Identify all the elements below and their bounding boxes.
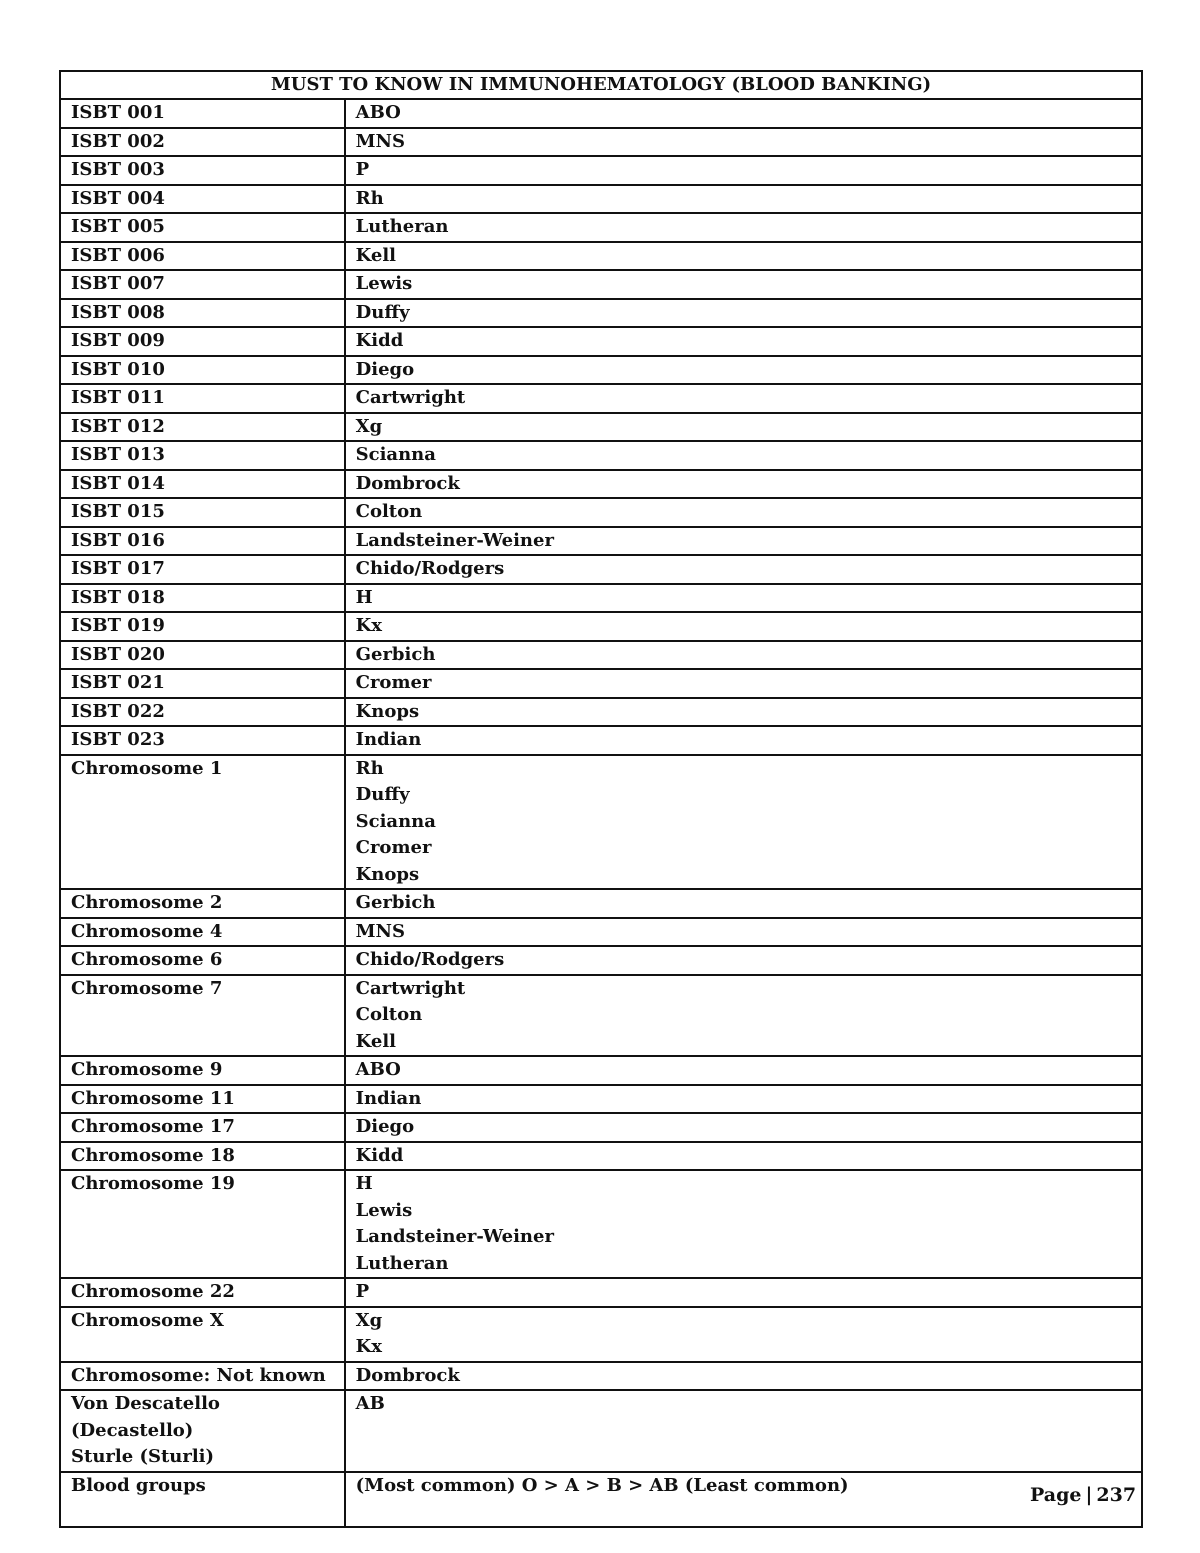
row-value-cell — [345, 726, 1142, 755]
row-value: Scianna — [355, 810, 436, 832]
table-row — [60, 946, 1142, 975]
table-row — [60, 1278, 1142, 1307]
row-value-cell — [345, 584, 1142, 613]
row-value-cell — [345, 555, 1142, 584]
row-label-cell — [60, 641, 345, 670]
row-label: ISBT 010 — [71, 358, 165, 380]
row-label: Chromosome 7 — [71, 977, 223, 999]
row-label-cell — [60, 726, 345, 755]
table-row — [60, 242, 1142, 271]
row-label-cell — [60, 299, 345, 328]
row-value-cell — [345, 384, 1142, 413]
row-label: ISBT 005 — [71, 216, 165, 237]
table-title: MUST TO KNOW IN IMMUNOHEMATOLOGY (BLOOD BANKING) — [60, 71, 1142, 99]
row-value-cell — [345, 755, 1142, 890]
row-label-cell — [60, 1142, 345, 1171]
table-row — [60, 1085, 1142, 1114]
row-label-cell — [60, 975, 345, 1057]
row-label: ISBT 003 — [71, 159, 165, 180]
row-value: Lewis — [355, 273, 413, 294]
table-row — [60, 726, 1142, 755]
row-value: Rh — [355, 757, 384, 779]
page-footer — [1030, 1484, 1136, 1506]
row-value-cell — [345, 698, 1142, 727]
row-label-cell — [60, 270, 345, 299]
row-label-cell — [60, 470, 345, 499]
row-value: (Most common) O > A > B > AB (Least common) — [355, 1474, 849, 1496]
row-label: ISBT 015 — [71, 501, 165, 522]
row-label: Chromosome 17 — [71, 1116, 235, 1137]
table-row — [60, 270, 1142, 299]
row-value: Cromer — [355, 672, 432, 693]
table-row — [60, 1472, 1142, 1527]
row-label: Chromosome: Not known — [71, 1364, 326, 1386]
table-row — [60, 1056, 1142, 1085]
row-value-cell — [345, 498, 1142, 527]
table-row — [60, 99, 1142, 128]
table-row — [60, 612, 1142, 641]
table-row — [60, 641, 1142, 670]
row-value: Indian — [355, 729, 422, 750]
row-label-cell — [60, 918, 345, 947]
blank-line — [356, 1499, 1141, 1526]
table-row — [60, 299, 1142, 328]
row-value: Kidd — [355, 330, 404, 351]
row-label-cell — [60, 889, 345, 918]
row-value-cell — [345, 185, 1142, 214]
row-label-cell — [60, 1472, 345, 1527]
row-value-cell — [345, 1170, 1142, 1278]
table-row — [60, 441, 1142, 470]
row-label-cell — [60, 1390, 345, 1472]
row-value-cell — [345, 413, 1142, 442]
row-label-cell — [60, 498, 345, 527]
row-label: ISBT 002 — [71, 130, 165, 152]
row-value-cell — [345, 975, 1142, 1057]
table-title-row — [60, 71, 1142, 99]
row-label: ISBT 016 — [71, 529, 165, 551]
row-value-cell — [345, 99, 1142, 128]
row-label: Blood groups — [71, 1474, 206, 1496]
table-row — [60, 555, 1142, 584]
row-value: Knops — [355, 863, 420, 885]
row-label: Chromosome 19 — [71, 1173, 235, 1194]
row-value: H — [355, 1173, 373, 1194]
row-label-cell — [60, 527, 345, 556]
table-row — [60, 498, 1142, 527]
row-label: ISBT 008 — [71, 301, 165, 323]
row-value: Xg — [355, 1309, 383, 1331]
row-label: Chromosome 1 — [71, 757, 223, 779]
row-value: Colton — [355, 1004, 423, 1025]
row-label: Von Descatello (Decastello) — [71, 1393, 220, 1441]
row-value: Scianna — [355, 444, 436, 465]
table-row — [60, 1362, 1142, 1391]
row-value: Duffy — [355, 301, 410, 323]
row-value: Lutheran — [355, 216, 449, 237]
row-value: Kell — [355, 1030, 397, 1052]
table-row — [60, 698, 1142, 727]
row-value-cell — [345, 128, 1142, 157]
row-value-cell — [345, 1307, 1142, 1362]
row-value: Cartwright — [355, 387, 466, 408]
row-value-cell — [345, 918, 1142, 947]
row-value: Knops — [355, 700, 420, 722]
row-value: Landsteiner-Weiner — [355, 1226, 554, 1247]
row-value: AB — [355, 1393, 385, 1414]
table-row — [60, 1142, 1142, 1171]
row-value: ABO — [355, 102, 401, 123]
table-row — [60, 1170, 1142, 1278]
row-label: ISBT 019 — [71, 615, 165, 636]
row-value: Diego — [355, 1116, 415, 1137]
row-value: Kx — [355, 615, 383, 636]
row-label-cell — [60, 1113, 345, 1142]
row-value-cell — [345, 641, 1142, 670]
row-label-cell — [60, 555, 345, 584]
row-value-cell — [345, 213, 1142, 242]
row-label-cell — [60, 441, 345, 470]
table-row — [60, 527, 1142, 556]
row-value-cell — [345, 1142, 1142, 1171]
table-row — [60, 327, 1142, 356]
row-value: P — [355, 159, 370, 180]
row-label-cell — [60, 213, 345, 242]
row-label: ISBT 018 — [71, 586, 165, 608]
row-label: Chromosome 18 — [71, 1144, 235, 1166]
row-value: Dombrock — [355, 472, 460, 494]
row-label-cell — [60, 185, 345, 214]
row-label: Chromosome 2 — [71, 892, 223, 913]
row-value: Kx — [355, 1336, 383, 1357]
row-label: Chromosome 4 — [71, 920, 223, 942]
row-value: Landsteiner-Weiner — [355, 529, 554, 551]
row-value-cell — [345, 270, 1142, 299]
page-separator: | — [1085, 1484, 1093, 1506]
row-value: Cartwright — [355, 977, 466, 999]
row-value: Indian — [355, 1087, 422, 1109]
row-label: Chromosome 6 — [71, 949, 223, 970]
row-label: ISBT 021 — [71, 672, 165, 693]
row-label: ISBT 001 — [71, 102, 165, 123]
row-label-cell — [60, 698, 345, 727]
table-row — [60, 1307, 1142, 1362]
row-label-cell — [60, 384, 345, 413]
row-label: Chromosome 9 — [71, 1059, 223, 1080]
row-value-cell — [345, 470, 1142, 499]
table-row — [60, 185, 1142, 214]
table-row — [60, 470, 1142, 499]
row-value-cell — [345, 1278, 1142, 1307]
row-value-cell — [345, 1056, 1142, 1085]
page-label: Page — [1030, 1484, 1082, 1506]
row-label-cell — [60, 669, 345, 698]
row-label-cell — [60, 1278, 345, 1307]
row-value: Lewis — [355, 1199, 413, 1221]
row-label: Chromosome 11 — [71, 1087, 235, 1109]
row-label-cell — [60, 1056, 345, 1085]
table-row — [60, 413, 1142, 442]
row-value: Xg — [355, 415, 383, 437]
row-value-cell — [345, 327, 1142, 356]
row-value: H — [355, 586, 373, 608]
table-row — [60, 156, 1142, 185]
row-value-cell — [345, 156, 1142, 185]
row-value: Lutheran — [355, 1252, 449, 1274]
row-label: Sturle (Sturli) — [71, 1446, 215, 1467]
row-label-cell — [60, 327, 345, 356]
row-value: ABO — [355, 1059, 401, 1080]
row-label-cell — [60, 1362, 345, 1391]
row-label: ISBT 020 — [71, 643, 165, 665]
row-value: P — [355, 1281, 370, 1302]
immunohematology-table — [59, 70, 1143, 1528]
row-label: ISBT 004 — [71, 187, 165, 209]
row-label-cell — [60, 413, 345, 442]
row-value: Colton — [355, 501, 423, 522]
row-label: ISBT 007 — [71, 273, 165, 294]
row-label: Chromosome X — [71, 1309, 224, 1331]
row-label: ISBT 011 — [71, 387, 165, 408]
row-value-cell — [345, 1472, 1142, 1527]
table-row — [60, 975, 1142, 1057]
row-value: MNS — [355, 920, 406, 942]
row-value-cell — [345, 356, 1142, 385]
row-value: Gerbich — [355, 643, 436, 665]
row-label-cell — [60, 99, 345, 128]
row-value-cell — [345, 1390, 1142, 1472]
row-value-cell — [345, 299, 1142, 328]
row-label-cell — [60, 242, 345, 271]
row-label: ISBT 009 — [71, 330, 165, 351]
table-row — [60, 918, 1142, 947]
row-value: Kell — [355, 244, 397, 266]
row-value-cell — [345, 242, 1142, 271]
row-value-cell — [345, 1085, 1142, 1114]
row-value-cell — [345, 441, 1142, 470]
table-row — [60, 755, 1142, 890]
row-label-cell — [60, 755, 345, 890]
row-value: Chido/Rodgers — [355, 949, 505, 970]
row-value: MNS — [355, 130, 406, 152]
table-row — [60, 356, 1142, 385]
row-value-cell — [345, 889, 1142, 918]
row-value-cell — [345, 527, 1142, 556]
row-label: ISBT 017 — [71, 558, 165, 579]
row-label: ISBT 012 — [71, 415, 165, 437]
row-value-cell — [345, 1113, 1142, 1142]
row-value: Chido/Rodgers — [355, 558, 505, 579]
row-label: ISBT 022 — [71, 700, 165, 722]
row-label-cell — [60, 156, 345, 185]
row-label-cell — [60, 356, 345, 385]
row-value: Rh — [355, 187, 384, 209]
table-row — [60, 889, 1142, 918]
table-row — [60, 128, 1142, 157]
table-row — [60, 384, 1142, 413]
table-row — [60, 213, 1142, 242]
table-row — [60, 1390, 1142, 1472]
table-row — [60, 584, 1142, 613]
page-number: 237 — [1096, 1484, 1137, 1506]
row-value: Cromer — [355, 837, 432, 858]
row-value: Gerbich — [355, 892, 436, 913]
row-label-cell — [60, 584, 345, 613]
row-value-cell — [345, 612, 1142, 641]
row-value-cell — [345, 669, 1142, 698]
row-label: ISBT 013 — [71, 444, 165, 465]
row-value: Diego — [355, 358, 415, 380]
row-label-cell — [60, 946, 345, 975]
row-label-cell — [60, 1170, 345, 1278]
row-label-cell — [60, 1085, 345, 1114]
table-body — [60, 99, 1142, 1527]
row-label: ISBT 014 — [71, 472, 165, 494]
row-value: Duffy — [355, 784, 410, 805]
table-row — [60, 1113, 1142, 1142]
row-value: Kidd — [355, 1144, 404, 1166]
row-label-cell — [60, 612, 345, 641]
row-label: Chromosome 22 — [71, 1281, 235, 1302]
row-label-cell — [60, 1307, 345, 1362]
row-value-cell — [345, 946, 1142, 975]
row-value: Dombrock — [355, 1364, 460, 1386]
table-row — [60, 669, 1142, 698]
row-value-cell — [345, 1362, 1142, 1391]
row-label: ISBT 023 — [71, 729, 165, 750]
row-label: ISBT 006 — [71, 244, 165, 266]
row-label-cell — [60, 128, 345, 157]
